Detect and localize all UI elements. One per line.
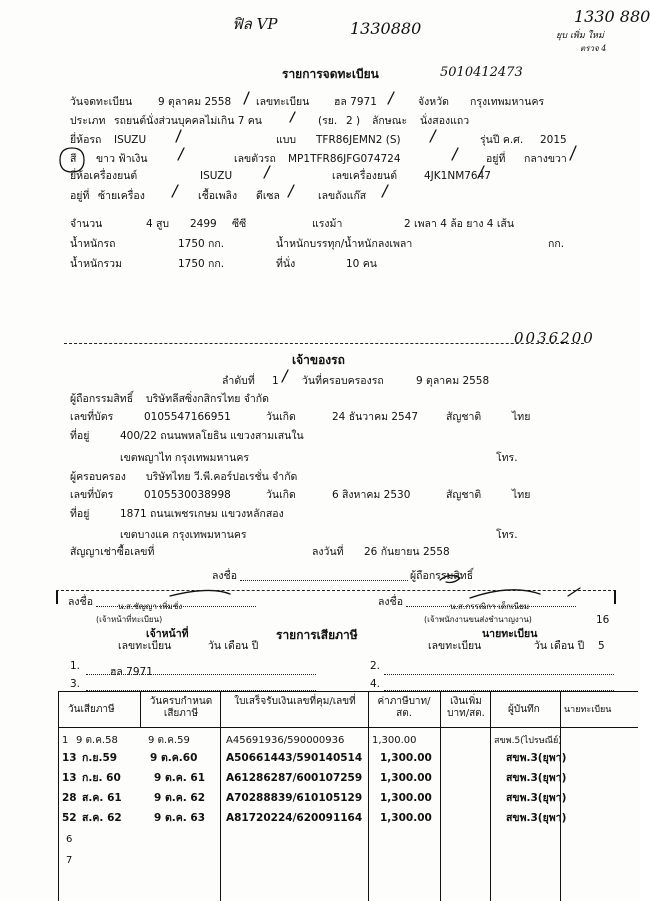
fuel-label: เชื้อเพลิง [198,190,238,202]
axles: 2 เพลา 4 ล้อ ยาง 4 เส้น [404,218,514,230]
type-label: ประเภท [70,115,106,127]
chassis-position: กลางขวา [524,153,567,165]
holder-id: 0105547166951 [144,411,231,423]
checkmark [288,185,294,197]
tel-label: โทร. [496,529,518,541]
checkmark [430,130,436,142]
signature-scribble [470,590,540,598]
row-index: 52 [62,812,77,824]
checkmark [382,185,388,197]
contract-label: สัญญาเช่าซื้อเลขที่ [70,546,155,558]
tax-row-2: 2. [370,660,381,672]
order: 1 [272,375,279,387]
tax-section-title: รายการเสียภาษี [276,628,358,642]
checkmark [178,148,184,160]
vehicle-type: รถยนต์นั่งส่วนบุคคลไม่เกิน 7 คน [114,115,262,127]
reg-date-label: วันจดทะเบียน [70,96,133,108]
registrar-number: 16 [596,614,610,626]
tel-label: โทร. [496,452,518,464]
possess-label: วันที่ครอบครองรถ [302,375,384,387]
province: กรุงเทพมหานคร [470,96,545,108]
color: ขาว ฟ้าเงิน [96,153,148,165]
engine-no-label: เลขเครื่องยนต์ [332,170,398,182]
column-header: ใบเสร็จรับเงินเลขที่คุม/เลขที่ [234,696,356,707]
ry-label: (รย. [318,115,338,127]
fuel: ดีเซล [256,190,280,202]
holder-sign-label: ผู้ถือกรรมสิทธิ์ [410,570,474,582]
recorder: สขพ.5(ไปรษณีย์) [494,736,562,746]
tax-row-1: 1. [70,660,81,672]
checkmark [172,185,178,197]
tax-row-1-value: ฮล 7971 [110,666,153,678]
address-label: ที่อยู่ [70,508,90,520]
holder-label: ผู้ถือกรรมสิทธิ์ [70,393,134,405]
tax-right-sub2: วัน เดือน ปี [534,640,585,652]
engine-pos-label: อยู่ที่ [70,190,90,202]
registrar-name: น.ส.กรรณิกา เด็กเนียม [450,602,530,611]
ry-value: 2 ) [346,115,361,127]
due-date: 9 ต.ค.59 [148,735,190,746]
gas-tank-label: เลขถังแก๊ส [318,190,367,202]
seats: 10 คน [346,258,377,270]
style-label: ลักษณะ [372,115,408,127]
possessor-nationality: ไทย [512,489,531,501]
tax-left-sub1: เลขทะเบียน [118,640,172,652]
possessor-dob: 6 สิงหาคม 2530 [332,489,411,501]
recorder: สขพ.3(ยุพา) [506,752,567,764]
tax-right-number: 5 [598,640,605,652]
chassis-number: MP1TFR86JFG074724 [288,153,401,165]
possess-date: 9 ตุลาคม 2558 [416,375,490,387]
tax-left-sub2: วัน เดือน ปี [208,640,259,652]
possessor-address-2: เขตบางแค กรุงเทพมหานคร [120,529,247,541]
officer-title: เจ้าหน้าที่ [146,628,189,640]
tax-row-3: 3. [70,678,81,690]
chassis-pos-label: อยู่ที่ [486,153,506,165]
officer-role: (เจ้าหน้าที่ทะเบียน) [96,615,163,624]
vehicle-weight: 1750 กก. [178,238,225,250]
column-header: เงินเพิ่มบาท/สต. [447,696,485,719]
handwritten-note: ยุบ เพิ่ม ใหม่ [556,31,604,41]
paid-date: ส.ค. 61 [82,792,122,804]
handwritten-number: 1330 880 [574,7,650,26]
engine-cc: 2499 [190,218,217,230]
sign-label: ลงชื่อ [68,596,93,608]
receipt-number: A81720224/620091164 [226,812,363,824]
weight-label: น้ำหนักรถ [70,238,116,250]
brand: ISUZU [114,134,147,146]
row-index: 7 [66,855,73,866]
nationality-label: สัญชาติ [446,489,482,501]
receipt-number: A61286287/600107259 [226,772,363,784]
due-date: 9 ต.ค. 62 [154,792,206,804]
tax-row-4: 4. [370,678,381,690]
checkmark [290,112,295,122]
paid-date: ก.ย.59 [82,752,118,764]
possessor-label: ผู้ครอบครอง [70,471,126,483]
checkmark [570,146,576,160]
row-index: 28 [62,792,77,804]
paid-date: 9 ต.ค.58 [76,735,118,746]
id-label: เลขที่บัตร [70,489,114,501]
holder-address-1: 400/22 ถนนพหลโยธิน แขวงสามเสนใน [120,430,304,442]
checkmark [452,148,458,160]
load-unit: กก. [548,238,565,250]
checkmark [568,588,580,596]
registrar-role: (เจ้าพนักงานขนส่งชำนาญงาน) [424,615,532,624]
cylinders-label: จำนวน [70,218,103,230]
cylinders: 4 สูบ [146,218,170,230]
plate-label: เลขทะเบียน [256,96,310,108]
seats-label: ที่นั่ง [276,258,296,270]
color-label: สี [70,153,77,165]
row-index: 13 [62,772,77,784]
order-label: ลำดับที่ [222,375,255,387]
tax-amount: 1,300.00 [380,792,432,804]
holder-dob: 24 ธันวาคม 2547 [332,411,419,423]
vehicle-style: นั่งสองแถว [420,115,470,127]
checkmark [176,130,181,142]
registrar-title: นายทะเบียน [482,628,538,640]
checkmark [264,166,270,178]
receipt-number: A70288839/610105129 [226,792,363,804]
tax-right-sub1: เลขทะเบียน [428,640,482,652]
possessor-id: 0105530038998 [144,489,231,501]
row-index: 1 [62,735,69,746]
chassis-label: เลขตัวรถ [234,153,276,165]
handwritten-number: 1330880 [350,19,422,38]
total-weight: 1750 กก. [178,258,225,270]
document-title: รายการจดทะเบียน [282,67,379,81]
engine-brand: ISUZU [200,170,233,182]
checkmark [478,166,484,178]
checkmark [244,92,249,104]
recorder: สขพ.3(ยุพา) [506,772,567,784]
tax-amount: 1,300.00 [380,772,432,784]
id-label: เลขที่บัตร [70,411,114,423]
dob-label: วันเกิด [266,489,296,501]
year-label: รุ่นปี ค.ศ. [480,134,524,146]
receipt-number: A45691936/590000936 [226,735,345,746]
stamped-number: 0036200 [514,329,595,347]
column-header: วันเสียภาษี [68,704,115,715]
model-year: 2015 [540,134,567,146]
document-number: 5010412473 [440,65,523,80]
engine-number: 4JK1NM7647 [424,170,491,182]
recorder: สขพ.3(ยุพา) [506,812,567,824]
sign-label: ลงชื่อ [212,570,237,582]
signature-scribble [170,590,230,596]
engine-position: ซ้ายเครื่อง [98,190,145,202]
row-index: 6 [66,834,73,845]
paid-date: ก.ย. 60 [82,772,121,784]
signature-scribble [440,575,460,582]
receipt-number: A50661443/590140514 [226,752,363,764]
holder-nationality: ไทย [512,411,531,423]
nationality-label: สัญชาติ [446,411,482,423]
tax-amount: 1,300.00 [372,735,417,746]
sign-label: ลงชื่อ [378,596,403,608]
due-date: 9 ต.ค. 61 [154,772,206,784]
possessor-address-1: 1871 ถนนเพชรเกษม แขวงหลักสอง [120,508,284,520]
load-label: น้ำหนักบรรทุก/น้ำหนักลงเพลา [276,238,413,250]
owner-title: เจ้าของรถ [292,353,345,367]
column-header: นายทะเบียน [564,705,612,715]
holder-address-2: เขตพญาไท กรุงเทพมหานคร [120,452,250,464]
checkmark [282,370,288,382]
due-date: 9 ต.ค. 63 [154,812,206,824]
circle-mark [60,148,84,172]
hp-label: แรงม้า [312,218,343,230]
officer-name: น.ส.ชัญญา เพิ่มชั่ง [118,602,183,611]
engine-brand-label: ยี่ห้อเครื่องยนต์ [70,170,138,182]
column-header: วันครบกำหนดเสียภาษี [149,696,213,719]
holder: บริษัทลีสซิ่งกสิกรไทย จำกัด [146,393,269,405]
due-date: 9 ต.ค.60 [150,752,198,764]
column-header: ค่าภาษีบาท/สต. [377,696,431,719]
reg-date: 9 ตุลาคม 2558 [158,96,232,108]
tax-amount: 1,300.00 [380,752,432,764]
brand-label: ยี่ห้อรถ [70,134,102,146]
plate-number: ฮล 7971 [334,96,377,108]
handwritten-note: ฟิล VP [232,15,278,33]
model-label: แบบ [276,134,297,146]
dob-label: วันเกิด [266,411,296,423]
province-label: จังหวัด [418,96,449,108]
row-index: 13 [62,752,77,764]
handwritten-note: ตรวจ 4 [580,44,607,53]
total-weight-label: น้ำหนักรวม [70,258,122,270]
paid-date: ส.ค. 62 [82,812,122,824]
checkmark [388,92,394,104]
model: TFR86JEMN2 (S) [316,134,401,146]
address-label: ที่อยู่ [70,430,90,442]
recorder: สขพ.3(ยุพา) [506,792,567,804]
tax-amount: 1,300.00 [380,812,432,824]
possessor: บริษัทไทย วี.พี.คอร์ปอเรชั่น จำกัด [146,471,298,483]
cc-unit: ซีซี [232,218,247,230]
column-header: ผู้บันทึก [508,704,540,715]
contract-date: 26 กันยายน 2558 [364,546,450,558]
contract-date-label: ลงวันที่ [312,546,344,558]
